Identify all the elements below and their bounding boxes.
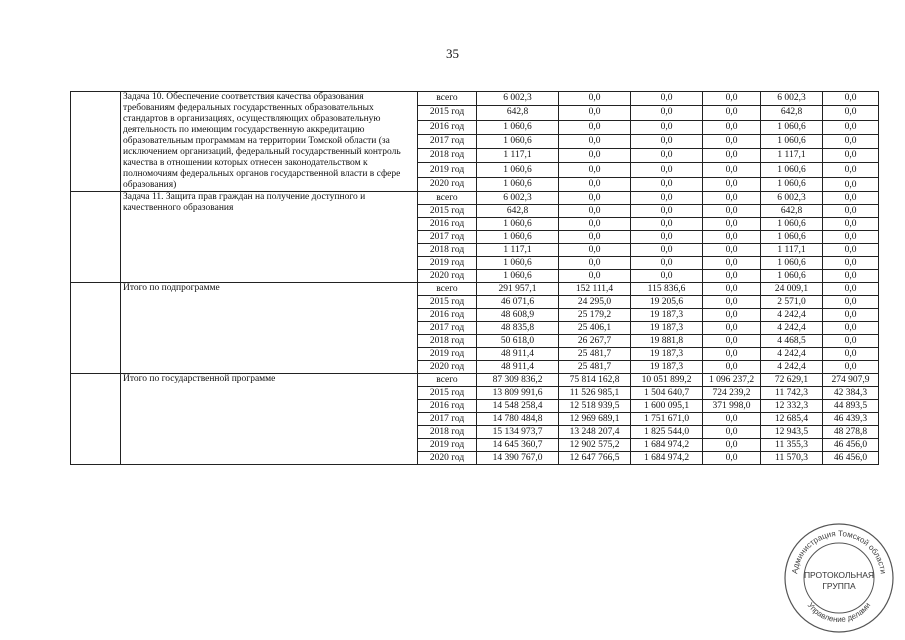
- value-cell: 14 645 360,7: [477, 439, 559, 452]
- period-cell: 2020 год: [418, 177, 477, 191]
- value-cell: 1 825 544,0: [631, 426, 703, 439]
- value-cell: 0,0: [703, 439, 761, 452]
- value-cell: 0,0: [559, 192, 631, 205]
- period-cell: всего: [418, 92, 477, 106]
- value-cell: 0,0: [703, 413, 761, 426]
- value-cell: 24 009,1: [761, 283, 823, 296]
- value-cell: 0,0: [631, 163, 703, 177]
- value-cell: 42 384,3: [823, 387, 879, 400]
- value-cell: 0,0: [703, 120, 761, 134]
- value-cell: 46 071,6: [477, 296, 559, 309]
- value-cell: 0,0: [823, 205, 879, 218]
- value-cell: 0,0: [823, 322, 879, 335]
- value-cell: 12 332,3: [761, 400, 823, 413]
- value-cell: 0,0: [823, 192, 879, 205]
- period-cell: 2019 год: [418, 257, 477, 270]
- period-cell: 2016 год: [418, 218, 477, 231]
- value-cell: 48 911,4: [477, 361, 559, 374]
- period-cell: 2015 год: [418, 387, 477, 400]
- value-cell: 0,0: [559, 149, 631, 163]
- period-cell: 2017 год: [418, 413, 477, 426]
- value-cell: 152 111,4: [559, 283, 631, 296]
- period-cell: 2019 год: [418, 163, 477, 177]
- stamp-center-line2: ГРУППА: [822, 581, 856, 591]
- value-cell: 724 239,2: [703, 387, 761, 400]
- value-cell: 0,0: [703, 309, 761, 322]
- table-row: [71, 92, 879, 106]
- value-cell: 0,0: [703, 106, 761, 120]
- value-cell: 46 456,0: [823, 439, 879, 452]
- value-cell: 48 278,8: [823, 426, 879, 439]
- value-cell: 642,8: [477, 205, 559, 218]
- value-cell: 13 809 991,6: [477, 387, 559, 400]
- period-cell: 2016 год: [418, 400, 477, 413]
- stamp-bottom-text: Управление делами: [805, 600, 873, 625]
- value-cell: 0,0: [823, 270, 879, 283]
- value-cell: 0,0: [823, 296, 879, 309]
- value-cell: 12 902 575,2: [559, 439, 631, 452]
- value-cell: 87 309 836,2: [477, 374, 559, 387]
- protocol-group-stamp: [783, 522, 895, 634]
- value-cell: 0,0: [703, 322, 761, 335]
- value-cell: 0,0: [703, 296, 761, 309]
- table-row: [71, 374, 879, 387]
- value-cell: 1 684 974,2: [631, 439, 703, 452]
- value-cell: 4 242,4: [761, 348, 823, 361]
- period-cell: 2020 год: [418, 452, 477, 465]
- value-cell: 12 685,4: [761, 413, 823, 426]
- value-cell: 11 570,3: [761, 452, 823, 465]
- value-cell: 1 060,6: [761, 270, 823, 283]
- value-cell: 46 456,0: [823, 452, 879, 465]
- value-cell: 0,0: [703, 348, 761, 361]
- value-cell: 19 881,8: [631, 335, 703, 348]
- value-cell: 0,0: [823, 244, 879, 257]
- value-cell: 1 060,6: [477, 257, 559, 270]
- value-cell: 0,0: [703, 257, 761, 270]
- value-cell: 0,0: [703, 192, 761, 205]
- section-title: Задача 10. Обеспечение соответствия качества образования требованиям федеральных государственных образовательных стандартов в организациях, осуществляющих образовательную деятельность по имеющим государственную аккредитацию образовательным программам на территории Томской области (за исключением организаций, федеральный государственный контроль качества в отношении которых отнесен законодательством к полномочиям федеральных органов государственной власти в сфере образования): [121, 92, 418, 192]
- value-cell: 0,0: [631, 177, 703, 191]
- value-cell: 0,0: [631, 92, 703, 106]
- period-cell: 2020 год: [418, 270, 477, 283]
- value-cell: 0,0: [559, 205, 631, 218]
- value-cell: 0,0: [703, 163, 761, 177]
- period-cell: 2016 год: [418, 120, 477, 134]
- value-cell: 0,0: [703, 149, 761, 163]
- value-cell: 0,0: [559, 177, 631, 191]
- value-cell: 11 355,3: [761, 439, 823, 452]
- value-cell: 0,0: [559, 270, 631, 283]
- value-cell: 1 060,6: [477, 231, 559, 244]
- value-cell: 1 060,6: [761, 231, 823, 244]
- value-cell: 11 742,3: [761, 387, 823, 400]
- value-cell: 0,0: [823, 177, 879, 191]
- value-cell: 1 096 237,2: [703, 374, 761, 387]
- value-cell: 0,0: [823, 92, 879, 106]
- value-cell: 0,0: [703, 218, 761, 231]
- value-cell: 1 060,6: [477, 177, 559, 191]
- section-title: Итого по государственной программе: [121, 374, 418, 465]
- period-cell: 2015 год: [418, 106, 477, 120]
- value-cell: 0,0: [823, 309, 879, 322]
- value-cell: 4 242,4: [761, 309, 823, 322]
- blank-cell: [71, 374, 121, 465]
- value-cell: 1 117,1: [761, 244, 823, 257]
- value-cell: 4 242,4: [761, 322, 823, 335]
- value-cell: 0,0: [703, 283, 761, 296]
- value-cell: 6 002,3: [761, 192, 823, 205]
- value-cell: 0,0: [559, 134, 631, 148]
- period-cell: 2018 год: [418, 149, 477, 163]
- value-cell: 1 060,6: [477, 270, 559, 283]
- period-cell: 2018 год: [418, 335, 477, 348]
- value-cell: 0,0: [631, 231, 703, 244]
- period-cell: 2017 год: [418, 134, 477, 148]
- section-title: Задача 11. Защита прав граждан на получение доступного и качественного образования: [121, 192, 418, 283]
- section-title: Итого по подпрограмме: [121, 283, 418, 374]
- value-cell: 10 051 899,2: [631, 374, 703, 387]
- value-cell: 1 117,1: [477, 149, 559, 163]
- value-cell: 0,0: [631, 218, 703, 231]
- value-cell: 6 002,3: [477, 92, 559, 106]
- value-cell: 19 205,6: [631, 296, 703, 309]
- value-cell: 25 481,7: [559, 348, 631, 361]
- value-cell: 274 907,9: [823, 374, 879, 387]
- value-cell: 1 060,6: [477, 218, 559, 231]
- value-cell: 0,0: [703, 426, 761, 439]
- value-cell: 1 684 974,2: [631, 452, 703, 465]
- value-cell: 0,0: [559, 106, 631, 120]
- value-cell: 6 002,3: [761, 92, 823, 106]
- value-cell: 642,8: [477, 106, 559, 120]
- value-cell: 0,0: [703, 335, 761, 348]
- value-cell: 0,0: [703, 270, 761, 283]
- period-cell: 2018 год: [418, 244, 477, 257]
- value-cell: 0,0: [703, 452, 761, 465]
- value-cell: 0,0: [823, 283, 879, 296]
- value-cell: 12 518 939,5: [559, 400, 631, 413]
- value-cell: 0,0: [631, 244, 703, 257]
- value-cell: 25 481,7: [559, 361, 631, 374]
- period-cell: 2015 год: [418, 205, 477, 218]
- value-cell: 11 526 985,1: [559, 387, 631, 400]
- value-cell: 0,0: [703, 134, 761, 148]
- value-cell: 115 836,6: [631, 283, 703, 296]
- value-cell: 642,8: [761, 205, 823, 218]
- value-cell: 0,0: [559, 120, 631, 134]
- value-cell: 0,0: [823, 361, 879, 374]
- table-row: [71, 192, 879, 205]
- value-cell: 12 969 689,1: [559, 413, 631, 426]
- value-cell: 0,0: [559, 244, 631, 257]
- period-cell: 2020 год: [418, 361, 477, 374]
- value-cell: 371 998,0: [703, 400, 761, 413]
- period-cell: 2018 год: [418, 426, 477, 439]
- value-cell: 1 751 671,0: [631, 413, 703, 426]
- value-cell: 0,0: [823, 134, 879, 148]
- value-cell: 72 629,1: [761, 374, 823, 387]
- value-cell: 1 060,6: [761, 120, 823, 134]
- value-cell: 48 608,9: [477, 309, 559, 322]
- value-cell: 14 780 484,8: [477, 413, 559, 426]
- period-cell: всего: [418, 192, 477, 205]
- value-cell: 0,0: [823, 149, 879, 163]
- value-cell: 0,0: [823, 348, 879, 361]
- period-cell: 2016 год: [418, 309, 477, 322]
- value-cell: 25 179,2: [559, 309, 631, 322]
- value-cell: 1 060,6: [761, 257, 823, 270]
- value-cell: 1 060,6: [477, 120, 559, 134]
- value-cell: 0,0: [703, 205, 761, 218]
- blank-cell: [71, 283, 121, 374]
- value-cell: 1 504 640,7: [631, 387, 703, 400]
- table-row: [71, 283, 879, 296]
- value-cell: 0,0: [703, 92, 761, 106]
- page-number: 35: [446, 46, 459, 61]
- value-cell: 0,0: [631, 205, 703, 218]
- value-cell: 12 943,5: [761, 426, 823, 439]
- value-cell: 1 117,1: [761, 149, 823, 163]
- value-cell: 0,0: [631, 120, 703, 134]
- value-cell: 0,0: [823, 335, 879, 348]
- value-cell: 0,0: [703, 177, 761, 191]
- value-cell: 0,0: [559, 218, 631, 231]
- value-cell: 19 187,3: [631, 309, 703, 322]
- value-cell: 0,0: [823, 106, 879, 120]
- value-cell: 0,0: [631, 270, 703, 283]
- value-cell: 1 600 095,1: [631, 400, 703, 413]
- value-cell: 19 187,3: [631, 361, 703, 374]
- value-cell: 12 647 766,5: [559, 452, 631, 465]
- value-cell: 0,0: [823, 218, 879, 231]
- value-cell: 0,0: [631, 192, 703, 205]
- value-cell: 1 117,1: [477, 244, 559, 257]
- value-cell: 1 060,6: [477, 163, 559, 177]
- value-cell: 6 002,3: [477, 192, 559, 205]
- value-cell: 48 911,4: [477, 348, 559, 361]
- value-cell: 1 060,6: [477, 134, 559, 148]
- value-cell: 75 814 162,8: [559, 374, 631, 387]
- period-cell: всего: [418, 374, 477, 387]
- value-cell: 48 835,8: [477, 322, 559, 335]
- blank-cell: [71, 92, 121, 192]
- period-cell: 2019 год: [418, 348, 477, 361]
- value-cell: 4 242,4: [761, 361, 823, 374]
- value-cell: 2 571,0: [761, 296, 823, 309]
- blank-cell: [71, 192, 121, 283]
- value-cell: 0,0: [559, 92, 631, 106]
- value-cell: 642,8: [761, 106, 823, 120]
- value-cell: 0,0: [823, 163, 879, 177]
- period-cell: 2017 год: [418, 322, 477, 335]
- value-cell: 14 548 258,4: [477, 400, 559, 413]
- value-cell: 0,0: [631, 257, 703, 270]
- period-cell: 2015 год: [418, 296, 477, 309]
- value-cell: 0,0: [559, 163, 631, 177]
- value-cell: 0,0: [631, 134, 703, 148]
- value-cell: 0,0: [703, 231, 761, 244]
- budget-table-body: [71, 92, 879, 465]
- value-cell: 0,0: [703, 361, 761, 374]
- value-cell: 19 187,3: [631, 322, 703, 335]
- value-cell: 4 468,5: [761, 335, 823, 348]
- value-cell: 1 060,6: [761, 134, 823, 148]
- value-cell: 13 248 207,4: [559, 426, 631, 439]
- value-cell: 0,0: [823, 120, 879, 134]
- value-cell: 19 187,3: [631, 348, 703, 361]
- value-cell: 0,0: [703, 244, 761, 257]
- value-cell: 14 390 767,0: [477, 452, 559, 465]
- value-cell: 46 439,3: [823, 413, 879, 426]
- value-cell: 24 295,0: [559, 296, 631, 309]
- value-cell: 0,0: [559, 257, 631, 270]
- value-cell: 1 060,6: [761, 163, 823, 177]
- value-cell: 50 618,0: [477, 335, 559, 348]
- value-cell: 0,0: [631, 149, 703, 163]
- period-cell: 2017 год: [418, 231, 477, 244]
- value-cell: 1 060,6: [761, 177, 823, 191]
- period-cell: 2019 год: [418, 439, 477, 452]
- value-cell: 0,0: [823, 231, 879, 244]
- value-cell: 0,0: [823, 257, 879, 270]
- stamp-outer-text: Администрация Томской области: [790, 528, 888, 575]
- value-cell: 1 060,6: [761, 218, 823, 231]
- period-cell: всего: [418, 283, 477, 296]
- value-cell: 26 267,7: [559, 335, 631, 348]
- budget-table: [70, 91, 879, 465]
- value-cell: 291 957,1: [477, 283, 559, 296]
- value-cell: 0,0: [631, 106, 703, 120]
- stamp-center-line1: ПРОТОКОЛЬНАЯ: [803, 570, 875, 580]
- value-cell: 0,0: [559, 231, 631, 244]
- value-cell: 25 406,1: [559, 322, 631, 335]
- value-cell: 44 893,5: [823, 400, 879, 413]
- value-cell: 15 134 973,7: [477, 426, 559, 439]
